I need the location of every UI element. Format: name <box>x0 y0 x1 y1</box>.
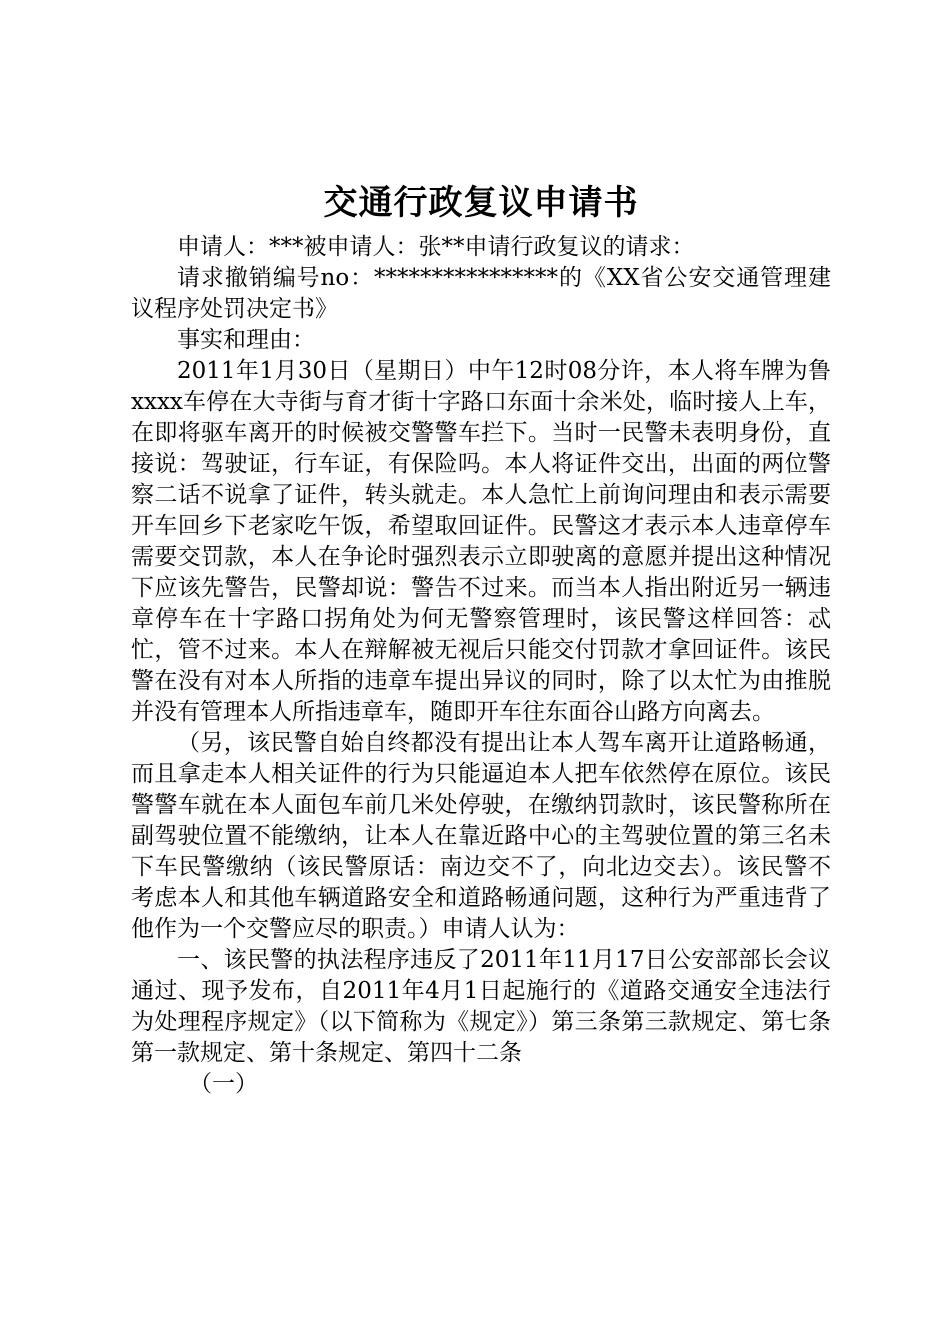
facts-paragraph: 2011年1月30日（星期日）中午12时08分许，本人将车牌为鲁xxxx车停在大寺街与育才街十字路口东面十余米处，临时接人上车，在即将驱车离开的时候被交警警车拦下。当时一民警未表明身份，直接说：驾驶证，行车证，有保险吗。本人将证件交出，出面的两位警察二话不说拿了证件，转头就走。本人急忙上前询问理由和表示需要开车回乡下老家吃午饭，希望取回证件。民警这才表示本人违章停车需要交罚款，本人在争论时强烈表示立即驶离的意愿并提出这种情况下应该先警告，民警却说：警告不过来。而当本人指出附近另一辆违章停车在十字路口拐角处为何无警察管理时，该民警这样回答：忒忙，管不过来。本人在辩解被无视后只能交付罚款才拿回证件。该民警在没有对本人所指的违章车提出异议的同时，除了以太忙为由推脱并没有管理本人所指违章车，随即开车往东面谷山路方向离去。 <box>131 358 831 725</box>
facts-heading: 事实和理由： <box>177 327 315 353</box>
document-page <box>131 178 831 1100</box>
request-paragraph: 请求撤销编号no：****************的《XX省公安交通管理建议程序处罚决定书》 <box>131 265 831 322</box>
argument-paragraph: 一、该民警的执法程序违反了2011年11月17日公安部部长会议通过、现予发布，自2011年4月1日起施行的《道路交通安全违法行为处理程序规定》（以下简称为《规定》）第三条第三款规定、第七条第一款规定、第十条规定、第四十二条 <box>131 947 831 1066</box>
supplement-paragraph: （另，该民警自始自终都没有提出让本人驾车离开让道路畅通，而且拿走本人相关证件的行为只能逼迫本人把车依然停在原位。该民警警车就在本人面包车前几米处停驶，在缴纳罚款时，该民警称所在副驾驶位置不能缴纳，让本人在靠近路中心的主驾驶位置的第三名未下车民警缴纳（该民警原话：南边交不了，向北边交去）。该民警不考虑本人和其他车辆道路安全和道路畅通问题，这种行为严重违背了他作为一个交警应尽的职责。）申请人认为： <box>131 730 831 942</box>
list-marker: （一） <box>189 1071 258 1097</box>
document-title: 交通行政复议申请书 <box>323 183 639 223</box>
applicant-paragraph: 申请人：***被申请人：张**申请行政复议的请求： <box>177 234 695 260</box>
